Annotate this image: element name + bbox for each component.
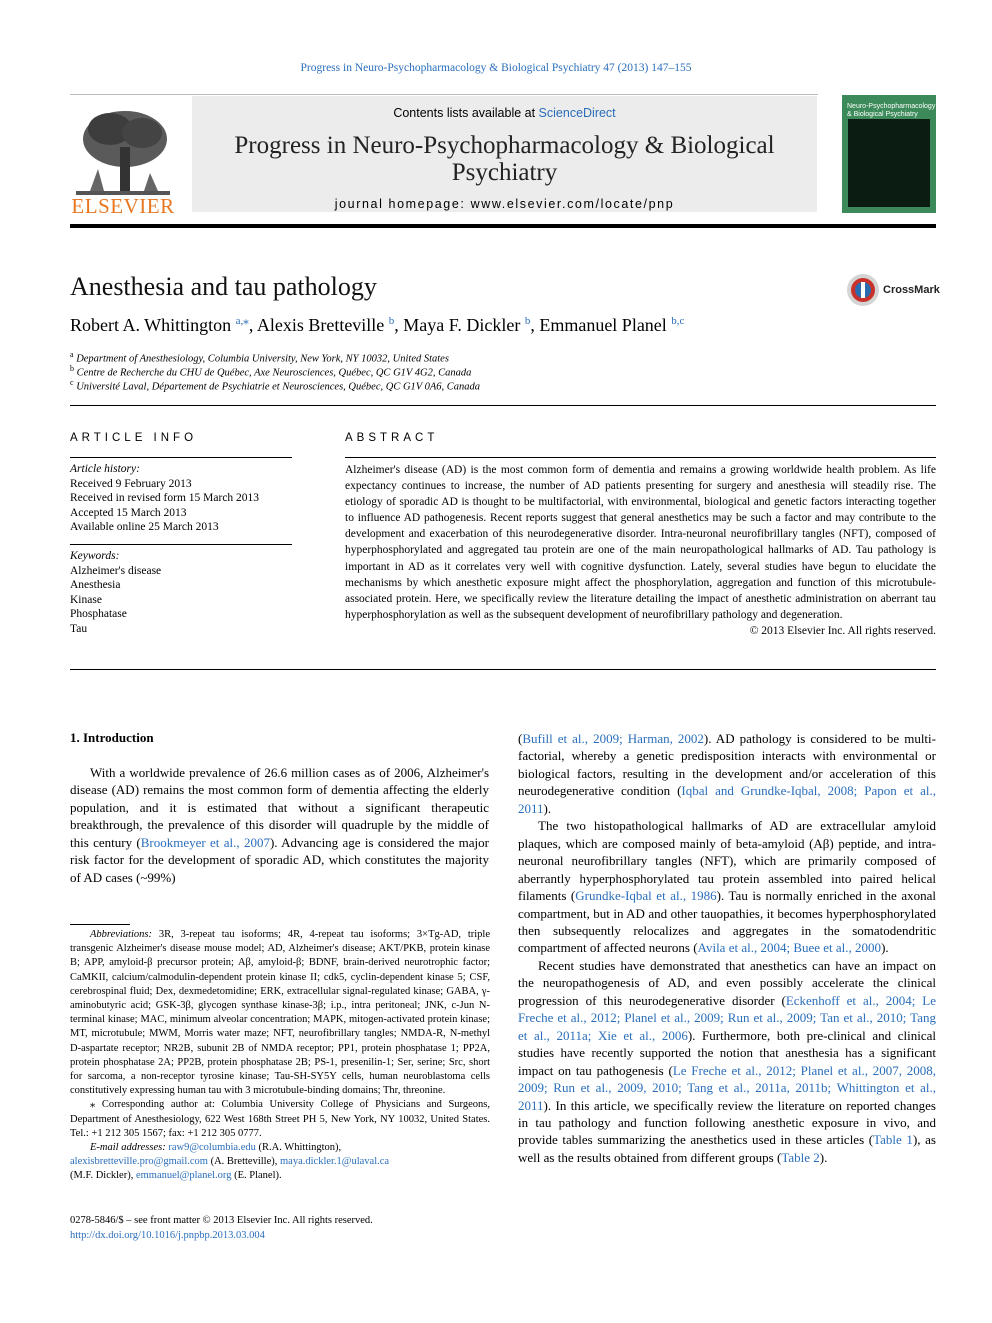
abstract <box>345 462 936 639</box>
abbreviations <box>70 928 490 1098</box>
text: ). <box>819 1149 828 1165</box>
homepage-prefix: journal homepage: <box>334 197 471 211</box>
author-affil-sup: b,c <box>671 315 685 327</box>
table-link[interactable]: Table 1 <box>873 1132 913 1148</box>
author-name[interactable]: Robert A. Whittington <box>70 315 232 335</box>
author-name[interactable]: Emmanuel Planel <box>539 315 667 335</box>
body-left-column <box>70 764 489 886</box>
history-item: Accepted 15 March 2013 <box>70 506 187 519</box>
citation-link[interactable]: Brookmeyer et al., 2007 <box>140 834 270 850</box>
email-owner: (E. Planel). <box>231 1170 282 1182</box>
sciencedirect-link[interactable]: ScienceDirect <box>538 106 616 120</box>
abstract-label: ABSTRACT <box>345 432 439 444</box>
affiliation-key: c <box>70 378 74 387</box>
article-title: Anesthesia and tau pathology <box>70 272 377 301</box>
author-list: Robert A. Whittington $^{a,⁎}$, Alexis Bretteville $^b$, Maya F. Dickler $^b$, Emmanuel Planel $^{b,c}$ <box>70 315 685 335</box>
cover-image <box>848 119 930 207</box>
text: ( <box>518 731 523 746</box>
keywords <box>70 549 292 636</box>
author-name[interactable]: Alexis Bretteville <box>256 315 385 335</box>
affiliation-text: Université Laval, Département de Psychiatrie et Neurosciences, Québec, QC G1V 0A6, Canada <box>76 381 481 393</box>
divider <box>345 457 936 458</box>
citation-link[interactable]: Eckenhoff et al., 2004; Le Freche et al., 2012; Planel et al., 2009; Run et al., 2009; Tan et al., 2010; Tang et al., 2011a; Xie et al., 2006 <box>518 992 936 1043</box>
email-heading: E-mail addresses: <box>90 1142 166 1154</box>
text: The two histopathological hallmarks of AD are extracellular amyloid plaques, which are composed mainly of beta-amyloid (Aβ) peptide, and intra-neuronal neurofibrillary tangles (NFT), which are primarily composed of aberrantly hyperphosphorylated tau protein assembled into paired helical filaments ( <box>518 818 936 904</box>
history-heading: Article history: <box>70 463 140 475</box>
journal-homepage <box>192 197 817 211</box>
citation-link[interactable]: Avila et al., 2004; Buee et al., 2000 <box>697 940 882 956</box>
contents-line <box>192 106 817 120</box>
paragraph <box>518 957 936 1166</box>
text: ). <box>543 800 552 816</box>
issn-line: 0278-5846/$ – see front matter © 2013 Elsevier Inc. All rights reserved. <box>70 1215 373 1226</box>
abstract-text: Alzheimer's disease (AD) is the most common form of dementia and remains a growing worldwide health problem. As life expectancy continues to increase, the number of AD patients presenting for surgery and anesthesia will steadily rise. The etiology of sporadic AD is thought to be multifactorial, with environmental, biological and genetic factors interacting together to influence AD pathogenesis. Recent reports suggest that general anesthetics may be such a factor and may contribute to the development and exacerbation of this neurodegenerative disorder. Intra-neuronal neurofibrillary tangles (NFT), composed of hyperphosphorylated and aggregated tau protein are one of the main neuropathological hallmarks of AD. Tau pathology is important in AD as it correlates very well with cognitive dysfunction. Lately, several studies have begun to elucidate the mechanisms by which anesthetic exposure might affect the phosphorylation, aggregation and function of this microtubule-associated protein. Here, we specifically review the literature detailing the impact of anesthetic administration on aberrant tau hyperphosphorylation as well as the subsequent development of neurofibrillary pathology and degeneration. <box>345 464 936 621</box>
email-addresses <box>70 1141 490 1184</box>
text: With a worldwide prevalence of 26.6 million cases as of 2006, Alzheimer's disease (AD) remains the most common form of dementia affecting the elderly population, and it is estimated that without a significant therapeutic breakthrough, the prevalence of this disorder will quadruple by the middle of this century ( <box>70 765 489 850</box>
affiliation <box>70 376 480 395</box>
elsevier-wordmark: ELSEVIER <box>71 194 175 218</box>
affiliation-text: Department of Anesthesiology, Columbia University, New York, NY 10032, United States <box>76 353 449 365</box>
keyword: Anesthesia <box>70 579 121 591</box>
keyword: Kinase <box>70 593 102 606</box>
contents-prefix: Contents lists available at <box>393 106 539 120</box>
keyword: Phosphatase <box>70 608 127 620</box>
homepage-url[interactable]: www.elsevier.com/locate/pnp <box>470 197 675 211</box>
body-right-column <box>518 730 936 1166</box>
journal-citation[interactable]: Progress in Neuro-Psychopharmacology & Biological Psychiatry 47 (2013) 147–155 <box>300 62 692 74</box>
table-link[interactable]: Table 2 <box>781 1149 820 1165</box>
history-item: Available online 25 March 2013 <box>70 521 219 533</box>
section-heading: 1. Introduction <box>70 730 154 745</box>
corresponding-author: ⁎ Corresponding author at: Columbia University College of Physicians and Surgeons, Department of Anesthesiology, 622 West 168th Street PH 5, New York, NY 10032, United States. Tel.: +1 212 305 1567; fax: +1 212 305 0777. <box>70 1099 490 1139</box>
text: ). <box>881 940 889 956</box>
divider <box>70 457 292 458</box>
footnotes <box>70 928 490 1184</box>
journal-cover-thumbnail[interactable] <box>842 95 936 213</box>
affiliation-key: a <box>70 350 74 359</box>
citation-link[interactable]: Iqbal and Grundke-Iqbal, 2008; Papon et al., 2011 <box>518 783 936 816</box>
author-affil-sup: a,⁎ <box>235 315 249 327</box>
divider <box>70 405 936 406</box>
email-link[interactable]: raw9@columbia.edu <box>168 1142 256 1154</box>
paragraph <box>518 817 936 957</box>
text: ). AD pathology is considered to be multi-factorial, whereby a genetic predisposition interacts with environmental or biological factors, resulting in the development and/or acceleration of this neurodegenerative condition ( <box>518 731 936 799</box>
abstract-copyright: © 2013 Elsevier Inc. All rights reserved. <box>749 624 936 637</box>
history-item: Received 9 February 2013 <box>70 477 192 490</box>
affiliation-key: b <box>70 364 74 373</box>
divider <box>70 544 292 545</box>
paragraph <box>70 764 489 886</box>
journal-name: Progress in Neuro-Psychopharmacology & Biological Psychiatry <box>234 132 775 186</box>
divider <box>70 669 936 670</box>
article-info-label: ARTICLE INFO <box>70 432 198 444</box>
paragraph <box>518 730 936 817</box>
email-link[interactable]: alexisbretteville.pro@gmail.com <box>70 1156 208 1168</box>
header-rule <box>70 94 818 95</box>
author-affil-sup: b <box>524 315 531 327</box>
history-item: Received in revised form 15 March 2013 <box>70 492 260 504</box>
text: ). Advancing age is considered the major risk factor for the development of sporadic AD, which constitutes the majority of AD cases (~99%) <box>70 834 489 885</box>
header-divider <box>70 224 936 228</box>
affiliation-text: Centre de Recherche du CHU de Québec, Axe Neurosciences, Québec, QC G1V 4G2, Canada <box>76 367 472 379</box>
text: ), as well as the results obtained from different groups ( <box>518 1132 936 1165</box>
text: ). Tau is normally enriched in the axonal compartment, but in AD and other tauopathies, it becomes hyperphosphorylated then subsequently relocalizes and aggregates in the somatodendritic compartment of affected neurons ( <box>518 888 936 956</box>
text: ). In this article, we specifically review the literature on reported changes in tau pathology and function following anesthetic exposure in vivo, and provide tables summarizing the anesthetics used in these articles ( <box>518 1097 936 1148</box>
citation-link[interactable]: Grundke-Iqbal et al., 1986 <box>575 888 717 904</box>
keyword: Tau <box>70 622 88 635</box>
author-name[interactable]: Maya F. Dickler <box>403 315 521 335</box>
footnote-rule <box>70 924 130 925</box>
cover-title: Neuro-Psychopharmacology & Biological Psychiatry <box>847 103 936 118</box>
abbrev-text: 3R, 3-repeat tau isoforms; 4R, 4-repeat tau isoforms; 3×Tg-AD, triple transgenic Alzheimer's disease mouse model; AD, Alzheimer's disease; AKT/PKB, protein kinase B; APP, amyloid-β precursor protein; Aβ, amyloid-β; BDNF, brain-derived neurotrophic factor; CaMKII, calcium/calmodulin-dependent protein kinase II; cdk5, cyclin-dependent kinase 5; CSF, cerebrospinal fluid; Dex, dexmedetomidine; ERK, extracellular signal-regulated kinase; GABA, γ-aminobutyric acid; GSK-3β, glycogen synthase kinase-3β; i.p., intra peritoneal; JNK, c-Jun N-terminal kinase; MAC, minimum alveolar concentration; MAPK, mitogen-activated protein kinase; MT, microtubule; MWM, Morris water maze; NFT, neurofibrillary tangles; NMDA-R, N-methyl D-aspartate receptor; NR2B, subunit 2B of NMDA receptor; PP1, protein phosphatase 1; PP2A, protein phosphatase 2A; PP2B, protein phosphatase 2B; PS-1, presenilin-1; Ser, serine; Src, short for sarcoma, a non-receptor tyrosine kinase; Tau-SH-SY5Y cells, human neuroblastoma cells constitutively expressing human tau with 3 microtubule-binding domains; Thr, threonine. <box>70 929 490 1097</box>
email-owner: (R.A. Whittington), <box>255 1142 342 1154</box>
email-link[interactable]: emmanuel@planel.org <box>135 1170 232 1182</box>
email-link[interactable]: maya.dickler.1@ulaval.ca <box>280 1156 390 1168</box>
doi-link[interactable]: http://dx.doi.org/10.1016/j.pnpbp.2013.03.004 <box>70 1229 265 1241</box>
text: Recent studies have demonstrated that anesthetics can have an impact on the neuropathogenesis of AD, and even possibly accelerate the clinical progression of this neurodegenerative disorder ( <box>518 957 936 1008</box>
abbrev-heading: Abbreviations: <box>90 929 153 940</box>
citation-link[interactable]: Le Freche et al., 2012; Planel et al., 2007, 2008, 2009; Run et al., 2009, 2010; Tang et al., 2011a, 2011b; Whittington et al., 2011 <box>518 1062 936 1113</box>
email-owner: (A. Bretteville), <box>207 1156 280 1168</box>
text: ). Furthermore, both pre-clinical and clinical studies have recently supported the notion that anesthesia has a significant impact on tau pathogenesis ( <box>518 1027 936 1078</box>
article-history <box>70 462 292 535</box>
citation-link[interactable]: Bufill et al., 2009; Harman, 2002 <box>522 731 704 746</box>
issn-footer <box>70 1214 373 1243</box>
crossmark-label[interactable]: CrossMark <box>883 284 940 296</box>
author-affil-sup: b <box>388 315 395 327</box>
crossmark-icon[interactable] <box>846 273 880 307</box>
email-owner: (M.F. Dickler), <box>70 1170 136 1182</box>
keyword: Alzheimer's disease <box>70 564 162 577</box>
keywords-heading: Keywords: <box>70 550 120 562</box>
